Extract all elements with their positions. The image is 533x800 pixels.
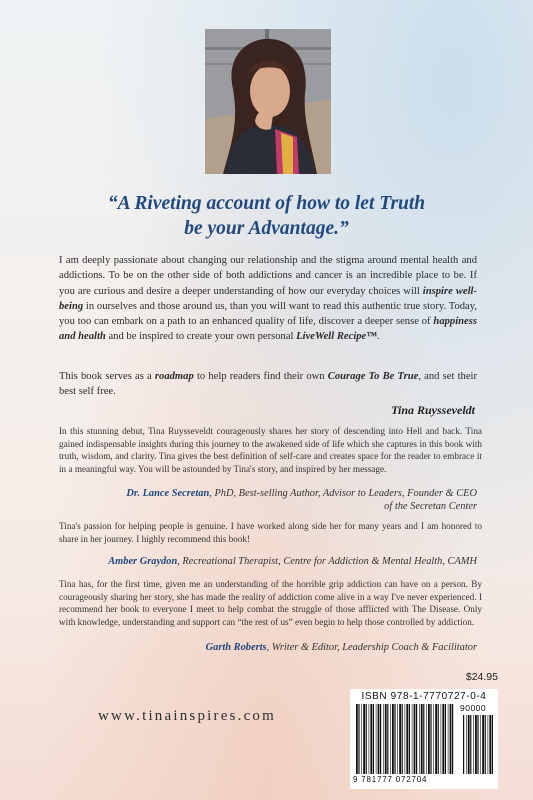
headline-quote [0, 191, 533, 241]
barcode-stripe [370, 704, 372, 774]
barcode-stripe [406, 704, 408, 774]
isbn-barcode [350, 689, 498, 789]
barcode-stripe [369, 704, 370, 774]
quote-line-1: “A Riveting account of how to let Truth [107, 193, 426, 214]
barcode-stripe [356, 704, 358, 774]
barcode-stripe [430, 704, 431, 774]
barcode-stripe [448, 704, 449, 774]
barcode-number: 9 781777 072704 [353, 775, 428, 784]
testimonial-1-name: Dr. Lance Secretan [126, 488, 210, 499]
barcode-stripe [366, 704, 367, 774]
barcode-stripe [387, 704, 388, 774]
barcode-stripe [450, 704, 452, 774]
barcode-stripe [376, 704, 377, 774]
barcode-stripe [473, 715, 474, 774]
barcode-stripe [419, 704, 420, 774]
quote-line-2: be your Advantage.” [184, 218, 349, 239]
barcode-stripe [482, 715, 484, 774]
barcode-stripe [445, 704, 446, 774]
barcode-stripe [361, 704, 362, 774]
testimonial-3-text: Tina has, for the first time, given me an understanding of the horrible grip addiction can have on a person. By courageously sharing her story, she has made the reality of addiction come alive in a way I've never experienced. I recommend her book to everyone I meet to help combat the struggle of those afflicted with The Disease. Only with knowledge, understanding and support can “the rest of us” even begin to help those controlled by addiction. [59, 579, 482, 627]
barcode-stripe [477, 715, 478, 774]
barcode-stripe [380, 704, 381, 774]
barcode-stripe [452, 704, 453, 774]
author-photo [205, 29, 331, 174]
barcode-addon-bars [462, 715, 494, 774]
barcode-stripe [441, 704, 442, 774]
barcode-stripe [423, 704, 424, 774]
barcode-stripe [399, 704, 401, 774]
barcode-stripe [489, 715, 491, 774]
barcode-stripe [416, 704, 417, 774]
barcode-stripe [405, 704, 406, 774]
testimonial-1-text: In this stunning debut, Tina Ruysseveldt courageously shares her story of descending into Hell and back. Tina gained indispensable insights during this journey to the awakened side of life which she captures in this book with truth, wisdom, and clarity. Tina gives the best definition of self-care and creates space for the reader to embrace it in a meaningful way. You will be astounded by Tina's story, and inspired by her message. [59, 426, 482, 474]
barcode-stripe [475, 715, 477, 774]
barcode-stripe [412, 704, 413, 774]
author-signature: Tina Ruysseveldt [391, 403, 475, 417]
intro-paragraph-2: This book serves as a roadmap to help readers find their own Courage To Be True, and set their best self free. [59, 371, 477, 398]
barcode-stripe [414, 704, 416, 774]
barcode-stripe [383, 704, 384, 774]
barcode-stripe [470, 715, 471, 774]
barcode-stripe [390, 704, 391, 774]
barcode-stripe [426, 704, 427, 774]
barcode-stripe [488, 715, 489, 774]
barcode-stripe [394, 704, 395, 774]
barcode-addon-number: 90000 [460, 703, 487, 713]
barcode-stripe [363, 704, 365, 774]
testimonial-2-name: Amber Graydon [108, 556, 178, 567]
testimonial-3-name: Garth Roberts [205, 642, 267, 653]
barcode-stripe [409, 704, 410, 774]
barcode-stripe [433, 704, 434, 774]
testimonial-1-attribution: Dr. Lance Secretan, PhD, Best-selling Author, Advisor to Leaders, Founder & CEO of the Secretan Center [126, 488, 477, 512]
barcode-stripe [468, 715, 470, 774]
barcode-stripe [438, 704, 439, 774]
price-label: $24.95 [465, 671, 498, 683]
barcode-stripe [385, 704, 387, 774]
website-url: www.tinainspires.com [98, 708, 277, 724]
isbn-text: ISBN 978-1-7770727-0-4 [361, 691, 487, 702]
barcode-stripe [421, 704, 423, 774]
barcode-stripe [392, 704, 394, 774]
barcode-stripe [358, 704, 359, 774]
barcode-bars [355, 704, 455, 774]
intro-paragraph-1: I am deeply passionate about changing our relationship and the stigma around mental health and addictions. To be on the other side of both addictions and cancer is an incredible place to be. If you are curious and desire a deeper understanding of how our everyday choices will inspire well-being in ourselves and those around us, than you will want to read this authentic true story. Today, you too can embark on a path to an enhanced quality of life, discover a deeper sense of happiness and health and be inspired to create your own personal LiveWell Recipe™. [59, 255, 478, 343]
barcode-stripe [428, 704, 430, 774]
barcode-stripe [492, 715, 493, 774]
barcode-stripe [378, 704, 380, 774]
barcode-stripe [466, 715, 467, 774]
barcode-stripe [485, 715, 486, 774]
testimonial-2-text: Tina's passion for helping people is genuine. I have worked along side her for many years and I am honored to share in her journey. I highly recommend this book! [59, 521, 482, 544]
testimonial-2-attribution: Amber Graydon, Recreational Therapist, Centre for Addiction & Mental Health, CAMH [108, 556, 477, 567]
barcode-stripe [373, 704, 374, 774]
barcode-stripe [435, 704, 437, 774]
barcode-stripe [402, 704, 403, 774]
barcode-stripe [463, 715, 464, 774]
barcode-stripe [442, 704, 444, 774]
barcode-stripe [397, 704, 398, 774]
testimonial-3-attribution: Garth Roberts, Writer & Editor, Leadership Coach & Facilitator [205, 642, 477, 653]
barcode-stripe [480, 715, 481, 774]
